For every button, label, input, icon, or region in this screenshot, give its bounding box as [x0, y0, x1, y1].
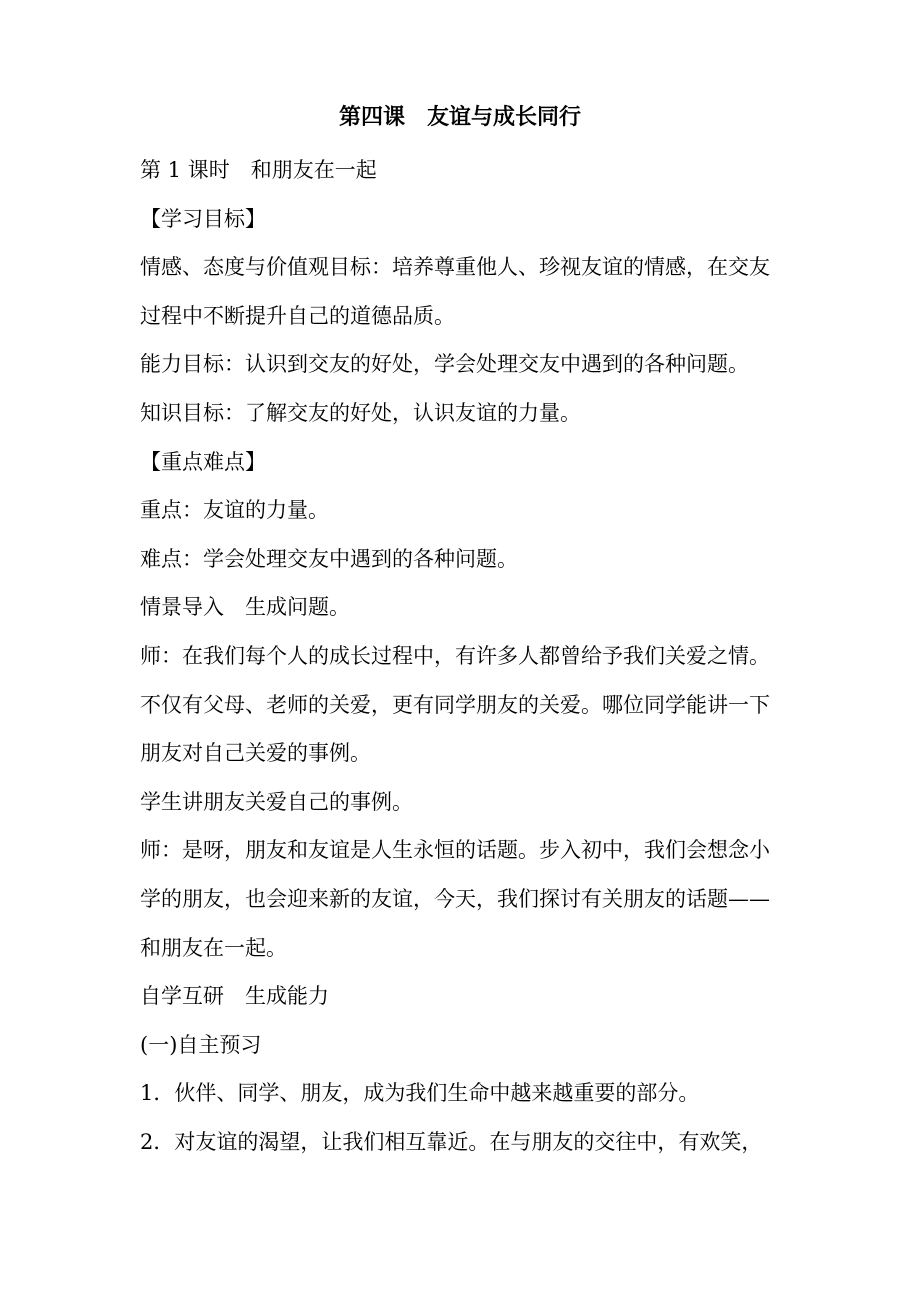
list-item: 2．对友谊的渴望，让我们相互靠近。在与朋友的交往中，有欢笑， [140, 1129, 763, 1154]
paragraph-line: 师：是呀，朋友和友谊是人生永恒的话题。步入初中，我们会想念小 [140, 838, 770, 863]
paragraph-line: 学生讲朋友关爱自己的事例。 [140, 789, 413, 814]
section-heading: 自学互研 生成能力 [140, 984, 329, 1009]
paragraph-line: 过程中不断提升自己的道德品质。 [140, 303, 455, 328]
paragraph-line: 不仅有父母、老师的关爱，更有同学朋友的关爱。哪位同学能讲一下 [140, 692, 770, 717]
lesson-title: 第四课 友谊与成长同行 [338, 104, 581, 130]
section-heading: 情景导入 生成问题。 [140, 595, 350, 620]
paragraph-line: 朋友对自己关爱的事例。 [140, 741, 371, 766]
paragraph-line: 和朋友在一起。 [140, 935, 287, 960]
paragraph-line: 师：在我们每个人的成长过程中，有许多人都曾给予我们关爱之情。 [140, 643, 770, 668]
paragraph-line: 知识目标：了解交友的好处，认识友谊的力量。 [140, 400, 581, 425]
paragraph-line: 学的朋友，也会迎来新的友谊，今天，我们探讨有关朋友的话题—— [140, 886, 770, 911]
document-body [140, 146, 790, 1166]
learning-goals-heading: 【学习目标】 [140, 206, 266, 231]
subsection-heading: (一)自主预习 [140, 1032, 262, 1057]
key-points-heading: 【重点难点】 [140, 449, 266, 474]
list-item: 1．伙伴、同学、朋友，成为我们生命中越来越重要的部分。 [140, 1081, 700, 1106]
paragraph-line: 重点：友谊的力量。 [140, 498, 329, 523]
paragraph-line: 情感、态度与价值观目标：培养尊重他人、珍视友谊的情感，在交友 [140, 255, 770, 280]
paragraph-line: 能力目标：认识到交友的好处，学会处理交友中遇到的各种问题。 [140, 352, 749, 377]
paragraph-line: 难点：学会处理交友中遇到的各种问题。 [140, 546, 518, 571]
lesson-period-heading: 第 1 课时 和朋友在一起 [140, 158, 377, 182]
